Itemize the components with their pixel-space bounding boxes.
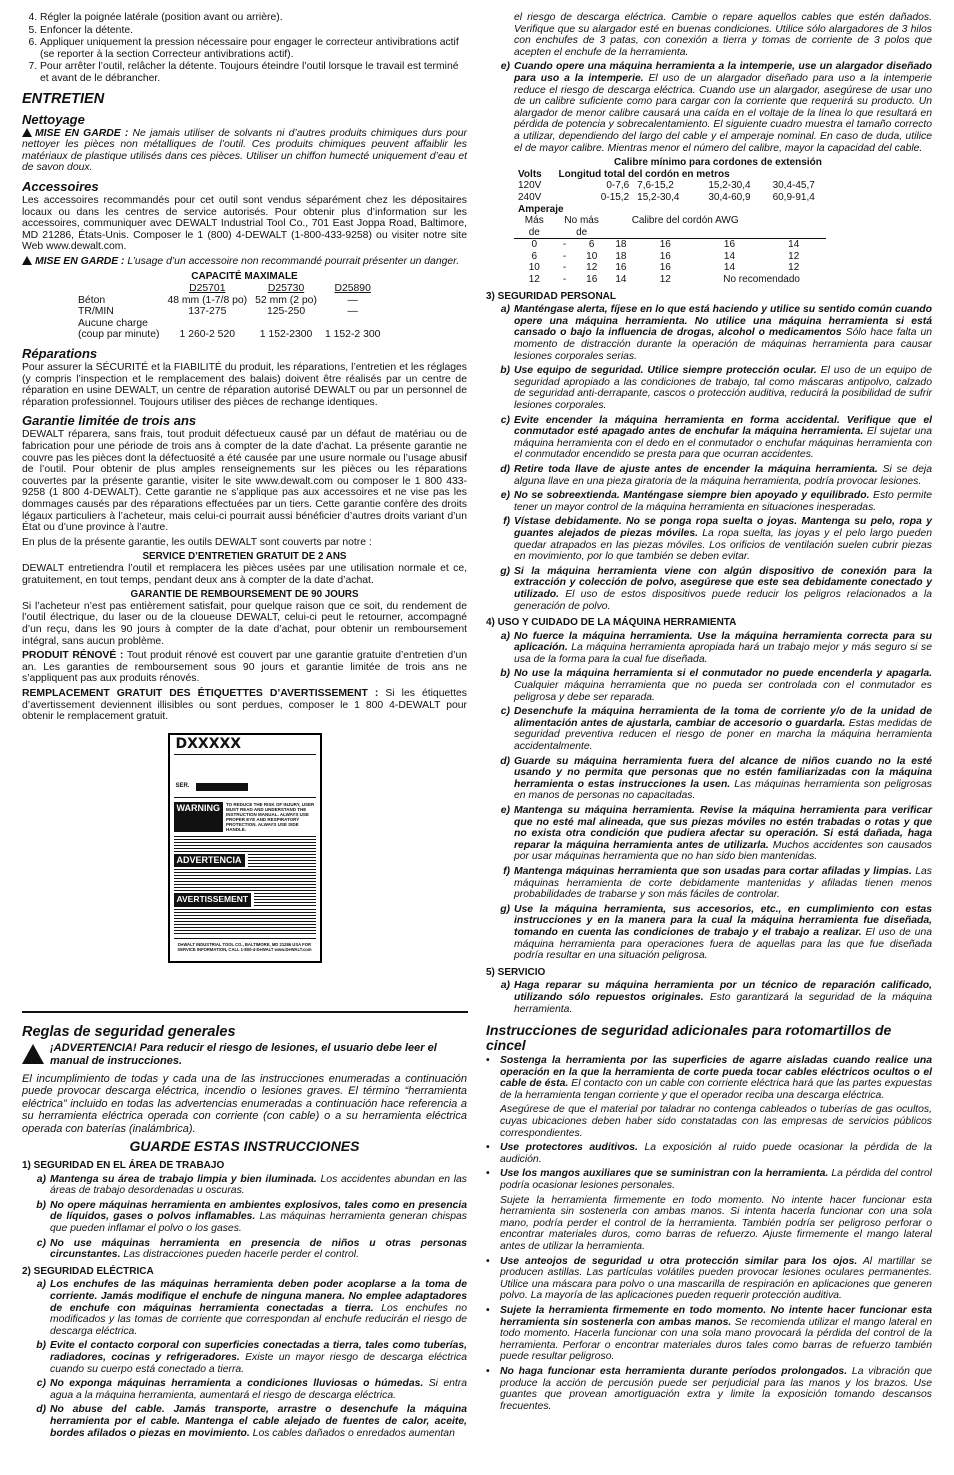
step-item: 5. Enfoncer la détente. xyxy=(40,25,467,37)
capacity-title: CAPACITÉ MAXIMALE xyxy=(191,270,298,282)
item-label: d) xyxy=(500,463,510,475)
item-bold: Use equipo de seguridad. Utilice siempre protección ocular. xyxy=(514,365,817,377)
item-e xyxy=(486,61,932,154)
item-text xyxy=(514,464,932,487)
item-bold: No use la máquina herramienta si el conmutador no puede encenderla y apagarla. xyxy=(514,668,932,680)
item-label: a) xyxy=(500,980,510,992)
cell: 6 xyxy=(531,250,538,262)
item-body: Las máquinas herramienta de corte debidamente mantenidas y afiladas tienen menos probabilidades de trabarse y son más fáciles de controlar. xyxy=(514,865,932,901)
row-label: Béton xyxy=(78,294,106,306)
list-item xyxy=(22,1200,467,1235)
label-warning-text: TO REDUCE THE RISK OF INJURY, USER MUST READ AND UNDERSTAND THE INSTRUCTION MANUAL. ALWAYS USE PROPER EYE AND RESPIRATORY PROTECTION. ALWAYS USE SIDE HANDLE. xyxy=(226,801,315,832)
item-text xyxy=(50,1200,467,1235)
cell: 12 xyxy=(528,274,540,286)
section-2-items xyxy=(22,1279,467,1439)
label-footer: DeWALT INDUSTRIAL TOOL CO., BALTIMORE, MD 21286 USA FOR SERVICE INFORMATION, CALL 1-800-4-DeWALT www.DeWALT.com xyxy=(177,942,312,953)
section-3-items xyxy=(486,304,932,612)
item-text xyxy=(50,1279,467,1337)
nettoyage-warning: MISE EN GARDE : Ne jamais utiliser de solvants ni d’autres produits chimiques durs pour nettoyer les pièces non métalliques de l’outil. Ces produits chimiques peuvent affaiblir les matériaux de plastique utilisés dans ces pièces. Utiliser un chiffon humecté uniquement d’eau et de savon doux. xyxy=(22,127,467,174)
warning-icon xyxy=(22,256,32,265)
row-label: TR/MIN xyxy=(78,306,114,318)
item-bold: Mantenga su área de trabajo limpia y bien iluminada. xyxy=(50,1173,317,1185)
item-label: d) xyxy=(500,755,510,767)
item-text xyxy=(514,805,932,863)
section-5-items xyxy=(486,980,932,1015)
label-avertissement-row xyxy=(170,891,320,907)
item-text xyxy=(50,1238,467,1261)
item-text xyxy=(50,1340,467,1375)
item-body: Si se deja alguna llave en una pieza giratoria de la máquina herramienta, podría provocar lesiones. xyxy=(514,463,932,487)
cord-table xyxy=(514,157,826,286)
cell: 15,2-30,4 xyxy=(637,191,680,203)
accessoires-warning: MISE EN GARDE : L’usage d’un accessoire non recommandé pourrait présenter un danger. xyxy=(22,256,467,268)
item-bold: Desenchufe la máquina herramienta de la toma de corriente y/o de la unidad de alimentación antes de ajustarla, cambiar de accesorio o guardarla. xyxy=(514,706,932,729)
item-bold: Vístase debidamente. No se ponga ropa suelta o joyas. Mantenga su pelo, ropa y guantes alejados de piezas móviles. xyxy=(514,516,932,539)
rembourse-text: Si l’acheteur n’est pas entièrement satisfait, pour quelque raison que ce soit, du rendement de l’outil électrique, du laser ou de la cloueuse DEWALT, celui-ci peut le retourner, accompagné d’un reçu, dans les 90 jours à compter de la date d’achat, pour obtenir un remboursement intégral, sans aucun problème. xyxy=(22,600,467,647)
label-model: DXXXXX xyxy=(175,735,242,752)
item-body: El uso de un equipo de seguridad apropiado a las condiciones de trabajo, tal como máscaras antipolvo, calzado de seguridad anti-derrapante, cascos o protección auditiva, reducirá la posibilidad de sufrir lesiones corporales. xyxy=(514,365,933,411)
list-item xyxy=(486,61,932,154)
item-text xyxy=(514,706,932,752)
item-text xyxy=(514,756,932,802)
list-item xyxy=(486,365,932,411)
cell: 1 152-2 300 xyxy=(324,329,381,341)
list-item xyxy=(486,631,932,666)
item-body: Esto garantizará la seguridad de la máquina herramienta. xyxy=(514,991,932,1015)
garantie-text: DEWALT réparera, sans frais, tout produit défectueux causé par un défaut de matériau ou de fabrication pour une période de trois ans à compter de la date d’achat. La présente garantie ne couvre pas les pièces dont la défectuosité a été causée par une usure normale ou l’usage abusif de l’outil. Pour obtenir de plus amples renseignements sur les pièces ou les réparations couvertes par la présente garantie, visiter le site www.dewalt.com ou composer le 1 800 433-9258 (1 800 4-DEWALT). Cette garantie ne s’applique pas aux accessoires et ne vise pas les dommages causés par des réparations effectuées par un tiers. Cette garantie confère des droits légaux particuliers à l’acheteur, mais celui-ci pourrait aussi bénéficier d’autres droits variant d’un État ou d’une province à l’autre. xyxy=(22,429,467,534)
service-text: DEWALT entretiendra l’outil et remplacera les pièces usées par une utilisation normale et ce, gratuitement, en tout temps, pendant deux ans à compter de la date d’achat. xyxy=(22,562,467,586)
cell: 120V xyxy=(518,180,542,192)
bullet-dot: • xyxy=(486,1142,490,1154)
item-label: g) xyxy=(500,903,510,915)
guarde-heading: GUARDE ESTAS INSTRUCCIONES xyxy=(129,1138,360,1155)
bullet-bold: Use los mangos auxiliares que se suministran con la herramienta. xyxy=(500,1168,829,1180)
cord-row xyxy=(514,262,826,274)
bullet-list xyxy=(486,1055,932,1412)
cont-d-text: el riesgo de descarga eléctrica. Cambie o repare aquellos cables que estén dañados. Verifique que su alargador esté en buenas condiciones. Utilice sólo alargadores de 3 hilos con enchufes de 3 patas, con conexión a tierra y tomas de corriente de 3 polos que acepten el enchufe de la herramienta. xyxy=(514,12,932,58)
item-text xyxy=(514,516,932,562)
bullet-text xyxy=(500,1168,932,1191)
bullet-body: Se recomienda utilizar el mango lateral en todo momento. Hacerla funcionar con una sola mano provocará la pérdida del control de la herramienta. Perforar o encontrar materiales duros tales como barras de refuerzo también puede resultar peligroso. xyxy=(500,1316,932,1363)
bullet-bold: No haga funcionar esta herramienta durante períodos prolongados. xyxy=(500,1365,848,1377)
item-body: La máquina herramienta apropiada hará un trabajo mejor y más seguro si se usa de la forma para la cual fue diseñada. xyxy=(514,642,932,665)
list-item xyxy=(486,490,932,513)
item-text xyxy=(514,668,932,703)
item-label: c) xyxy=(500,414,510,426)
item-bold: Haga reparar su máquina herramienta por un técnico de reparación calificado, utilizando sólo repuestos originales. xyxy=(514,980,932,1003)
cord-row xyxy=(514,274,826,286)
cord-title: Calibre mínimo para cordones de extensión xyxy=(614,157,822,169)
list-item xyxy=(22,1238,467,1261)
bullet-dot: • xyxy=(486,1168,490,1180)
etiquettes-text: REMPLACEMENT GRATUIT DES ÉTIQUETTES D’AVERTISSEMENT : Si les étiquettes d’avertissement deviennent illisibles ou sont perdues, composer le 1 800 4-DEWALT pour obtenir le remplacement gratuit. xyxy=(22,687,468,723)
item-label: f) xyxy=(503,516,510,528)
list-item xyxy=(22,1340,467,1375)
cell: 16 xyxy=(615,262,627,274)
advertencia-block xyxy=(22,1042,467,1067)
cell: 10 xyxy=(528,262,540,274)
volts-header: Volts xyxy=(518,168,542,180)
de-header: de xyxy=(576,226,588,238)
bullet-dot: • xyxy=(486,1255,490,1267)
item-body: El uso de un alargador diseñado para uso a la intemperie reduce el riesgo de descarga eléctrica. Cuando use un alargador, asegúrese de usar uno de un calibre suficiente como para cargar con la corriente que requerirá su producto. Un alargador de menor calibre causará una caída en el voltaje de la línea lo que resultará en pérdida de potencia y sobrecalentamiento. El siguiente cuadro muestra el tamaño correcto a utilizar, dependiendo del largo del cable y el amperaje nominal. En caso de duda, utilice el de mayor calibre. Mientras menor el número del calibre, mayor la capacidad del cable. xyxy=(514,72,932,154)
list-item xyxy=(486,706,932,752)
item-label: e) xyxy=(500,490,510,502)
section-4-title: 4) USO Y CUIDADO DE LA MÁQUINA HERRAMIENTA xyxy=(486,617,737,629)
bullet-text xyxy=(500,1055,932,1101)
entretien-heading: ENTRETIEN xyxy=(22,90,105,107)
item-label: b) xyxy=(36,1199,46,1211)
item-label: b) xyxy=(500,668,510,680)
warning-icon xyxy=(22,128,32,137)
label-ser: SER. xyxy=(170,755,320,793)
left-spanish-section xyxy=(22,1024,467,1442)
accessoires-text: Les accessoires recommandés pour cet outil sont vendus séparément chez les dépositaires locaux ou dans les centres de service autorisés. Pour obtenir plus d’information sur les accessoires, communiquer avec DEWALT Industrial Tool Co., 701 East Joppa Road, Baltimore, MD 21286, États-Unis. Composer le 1 (800) 4-DEWALT (1-800-433-9258) ou visiter notre site Web www.dewalt.com. xyxy=(22,194,467,253)
label-warning: WARNING xyxy=(174,802,224,832)
list-item xyxy=(486,756,932,802)
cell: 0-7,6 xyxy=(606,180,630,192)
bullet-body: La pérdida del control podría ocasionar lesiones personales. xyxy=(500,1168,932,1192)
section-3-title: 3) SEGURIDAD PERSONAL xyxy=(486,290,617,302)
item-label: d) xyxy=(36,1404,46,1416)
cell: 12 xyxy=(659,274,671,286)
cord-row xyxy=(514,251,826,263)
bullet-bold: Sujete la herramienta firmemente en todo momento. No intente hacer funcionar esta herramienta sin sostenerla con ambas manos. xyxy=(500,1304,932,1328)
bullet-body: Al martillar se producen astillas. Las partículas volátiles pueden provocar lesiones oculares permanentes. Utilice una máscara para polvo o una mascarilla de respiración en aplicaciones que generen polvo. La mayoría de las aplicaciones pueden requerir protección auditiva. xyxy=(500,1255,932,1302)
row-label: Aucune charge xyxy=(78,317,148,329)
cell: No recomendado xyxy=(723,274,800,286)
bullet-dot: • xyxy=(486,1055,490,1067)
item-bold: Retire toda llave de ajuste antes de encender la máquina herramienta. xyxy=(514,463,878,475)
cell: 240V xyxy=(518,191,542,203)
item-body: Las máquinas herramienta son peligrosas en manos de personas no capacitadas. xyxy=(514,778,933,802)
reparations-text: Pour assurer la SÉCURITÉ et la FIABILITÉ du produit, les réparations, l’entretien et les réglages (y compris l’inspection et le remplacement des balais) doivent être réalisés par un centre de réparation en usine DEWALT, un centre de réparation autorisé DEWALT ou par un personnel de réparation professionnel. Toujours utiliser des pièces de rechange identiques. xyxy=(22,362,467,408)
item-body: Estas medidas de seguridad preventiva reducen el riesgo de poner en marcha la máquina herramienta accidentalmente. xyxy=(514,717,933,753)
item-label: f) xyxy=(503,865,510,877)
item-text xyxy=(514,304,932,362)
reglas-heading: Reglas de seguridad generales xyxy=(22,1024,236,1040)
section-4-items xyxy=(486,631,932,962)
item-body: Si entra agua a la máquina herramienta, aumentará el riesgo de descarga eléctrica. xyxy=(50,1378,468,1401)
warning-label-image xyxy=(168,733,322,963)
cell: 12 xyxy=(788,262,800,274)
garantie-text-2: En plus de la présente garantie, les outils DEWALT sont couverts par notre : xyxy=(22,536,372,548)
item-text xyxy=(50,1378,467,1401)
step-item: 6. Appliquer uniquement la pression nécessaire pour engager le correcteur antivibrations actif (se reporter à la section Correcteur antivibrations actif). xyxy=(40,37,467,60)
item-text xyxy=(514,631,932,666)
item-bold: Si la máquina herramienta viene con algún dispositivo de conexión para la extracción y colección de polvo, asegúrese que este sea debidamente conectado y utilizado. xyxy=(514,565,932,600)
item-bold: Los enchufes de las máquinas herramienta deben poder acoplarse a la toma de corriente. Jamás modifique el enchufe de ninguna manera. No emplee adaptadores de enchufe con máquinas herramienta conectadas a tierra. xyxy=(50,1279,467,1314)
bullet-dot: • xyxy=(486,1365,490,1377)
list-item xyxy=(22,1279,467,1337)
cell: 16 xyxy=(659,250,671,262)
nomas-header: No más xyxy=(564,215,599,227)
bullet-body: El contacto con un cable con corriente eléctrica hará que las partes expuestas de la herramienta tengan corriente y que el operador reciba una descarga eléctrica. xyxy=(500,1078,933,1101)
list-item xyxy=(486,566,932,612)
item-text xyxy=(514,866,932,901)
bullet-continuation: Asegúrese de que el material por taladrar no contenga cableados o tuberías de gas ocultos, cuyas ubicaciones deben haber sido constatadas con las empresas de servicios públicos correspondientes. xyxy=(500,1104,932,1139)
label-avertissement: AVERTISSEMENT xyxy=(174,893,252,907)
item-label: c) xyxy=(500,706,510,718)
step-item: 7. Pour arrêter l’outil, relâcher la détente. Toujours éteindre l’outil lorsque le travail est terminé et avant de le débrancher. xyxy=(40,61,467,84)
cell: 16 xyxy=(659,262,671,274)
row-label: (coup par minute) xyxy=(78,329,160,341)
intro-text: El incumplimiento de todas y cada una de las instrucciones enumeradas a continuación puede provocar descarga eléctrica, incendio o lesiones graves. El término “herramienta eléctrica” incluido en todas las advertencias enumeradas a continuación hace referencia a su herramienta eléctrica operada con corriente (con cable) o a su herramienta eléctrica operada con baterías (inalámbrica). xyxy=(22,1073,467,1135)
item-bold: No fuerce la máquina herramienta. Use la máquina herramienta correcta para su aplicación. xyxy=(514,630,932,654)
item-text xyxy=(514,365,932,411)
bullet-item xyxy=(486,1305,932,1363)
item-bold: Mantenga su máquina herramienta. Revise la máquina herramienta para verificar que no esté mal alineada, que sus piezas móviles no estén trabadas o rotas y que no exista otra condición que pudiera afectar su operación. Si está dañada, haga reparar la máquina herramienta antes de utilizarla. xyxy=(514,805,932,851)
garantie-heading: Garantie limitée de trois ans xyxy=(22,413,197,429)
section-2-title: 2) SEGURIDAD ELÉCTRICA xyxy=(22,1265,154,1277)
bullet-bold: Use protectores auditivos. xyxy=(500,1142,638,1154)
item-body: El sujetar una máquina herramienta con el dedo en el conmutador o enchufar máquinas herramienta con el conmutador encendido se presta para que ocurran accidentes. xyxy=(514,426,933,461)
list-item xyxy=(22,1378,467,1401)
item-body: Muchos accidentes son causados por usar máquinas herramienta que no han sido bien mantenidas. xyxy=(514,839,932,863)
item-label: g) xyxy=(500,565,510,577)
item-text xyxy=(514,904,932,962)
instrucciones-heading: Instrucciones de seguridad adicionales para rotomartillos de cincel xyxy=(486,1022,892,1054)
item-label: b) xyxy=(36,1340,46,1352)
item-text xyxy=(50,1174,467,1197)
cell: 16 xyxy=(723,239,736,251)
item-bold: No exponga máquinas herramienta a condiciones lluviosas o húmedas. xyxy=(50,1378,424,1390)
de-header: de xyxy=(528,226,540,238)
cell: 1 260-2 520 xyxy=(179,329,236,341)
section-5-title: 5) SERVICIO xyxy=(486,966,546,978)
cell: - xyxy=(562,274,567,286)
cell: — xyxy=(347,306,358,318)
model-header: D25890 xyxy=(334,283,371,295)
cell: 30,4-45,7 xyxy=(772,180,815,192)
cell: 52 mm (2 po) xyxy=(255,294,317,306)
cell: — xyxy=(347,294,358,306)
cell: 0 xyxy=(531,239,538,251)
item-label: c) xyxy=(36,1378,46,1390)
item-bold: No opere máquinas herramienta en ambientes explosivos, tales como en presencia de líquidos, gases o polvos inflamables. xyxy=(50,1199,467,1223)
cell: 14 xyxy=(723,250,736,262)
cell: 0-15,2 xyxy=(600,191,630,203)
item-text xyxy=(514,566,932,612)
item-label: e) xyxy=(500,805,510,816)
model-header: D25730 xyxy=(267,283,305,295)
cell: 16 xyxy=(659,239,671,251)
cell: 18 xyxy=(615,250,627,262)
bullet-text xyxy=(500,1142,932,1165)
item-bold: Guarde su máquina herramienta fuera del alcance de niños cuando no la esté usando y no permita que personas que no estén familiarizadas con la máquina herramienta o estas instrucciones la usen. xyxy=(514,755,932,790)
cell: 7,6-15,2 xyxy=(637,180,674,192)
item-bold: No abuse del cable. Jamás transporte, arrastre o desenchufe la máquina herramienta por el cable. Mantenga el cable alejado de fuentes de calor, aceite, bordes afilados o piezas en movimiento. xyxy=(50,1404,467,1439)
item-body: La ropa suelta, las joyas y el pelo largo pueden quedar atrapados en las piezas móviles. Los orificios de ventilación suelen cubrir piezas en movimiento, por lo que también se deben evitar. xyxy=(514,527,932,563)
section-divider xyxy=(22,1011,468,1013)
item-label: b) xyxy=(500,365,510,377)
list-item xyxy=(486,464,932,487)
left-column xyxy=(22,12,467,963)
section-1-items xyxy=(22,1174,467,1261)
rembourse-title: GARANTIE DE REMBOURSEMENT DE 90 JOURS xyxy=(130,589,359,601)
cell: 10 xyxy=(586,250,598,262)
cell: 18 xyxy=(615,239,627,251)
accessoires-heading: Accessoires xyxy=(22,178,99,194)
bullet-item xyxy=(486,1168,932,1191)
cell: 48 mm (1-7/8 po) xyxy=(167,294,248,306)
item-label: a) xyxy=(500,630,510,642)
item-body: Las máquinas herramienta generan chispas que pueden inflamar el polvo o los gases. xyxy=(50,1211,467,1234)
bullet-item xyxy=(486,1142,932,1165)
cell: 16 xyxy=(586,274,598,286)
advertencia-text: ¡ADVERTENCIA! Para reducir el riesgo de lesiones, el usuario debe leer el manual de instrucciones. xyxy=(50,1042,437,1067)
bullet-bold: Sostenga la herramienta por las superficies de agarre aisladas cuando realice una operación en la que la herramienta de corte pueda tocar cables eléctricos ocultos o el cable de ésta. xyxy=(500,1055,932,1090)
step-item: 4. Régler la poignée latérale (position avant ou arrière). xyxy=(40,12,467,24)
label-warning-row xyxy=(170,802,320,832)
item-bold: Mantenga máquinas herramienta que son usadas para cortar afiladas y limpias. xyxy=(514,865,912,877)
item-label: e) xyxy=(500,61,510,73)
model-header: D25701 xyxy=(189,283,226,295)
cell: 6 xyxy=(588,239,595,251)
list-item xyxy=(486,668,932,703)
item-body: Existe un mayor riesgo de descarga eléctrica cuando su cuerpo está conectado a tierra. xyxy=(50,1351,468,1375)
bullet-text xyxy=(500,1366,932,1412)
service-title: SERVICE D’ENTRETIEN GRATUIT DE 2 ANS xyxy=(142,551,347,563)
length-header: Longitud total del cordón en metros xyxy=(558,168,730,180)
list-item xyxy=(486,304,932,362)
section-1-title: 1) SEGURIDAD EN EL ÁREA DE TRABAJO xyxy=(22,1160,225,1172)
item-body: Las distracciones pueden hacerle perder el control. xyxy=(123,1249,360,1261)
item-label: a) xyxy=(36,1173,46,1185)
cell: 1 152-2300 xyxy=(259,329,313,341)
renove-text: PRODUIT RÉNOVÉ : Tout produit rénové est couvert par une garantie gratuite d’entretien d’un an. Les garanties de remboursement sous 90 jours et garantie limitée de trois ans ne s’appliquent pas aux produits rénovés. xyxy=(22,650,468,685)
item-bold: No se sobreextienda. Manténgase siempre bien apoyado y equilibrado. xyxy=(514,490,870,502)
item-bold: Use la máquina herramienta, sus accesorios, etc., en cumplimiento con estas instrucciones y en la manera para la cual la máquina herramienta fue diseñada, tomando en cuenta las condiciones de trabajo y el trabajo a realizar. xyxy=(514,903,932,938)
list-item xyxy=(22,1404,467,1439)
item-label: a) xyxy=(36,1279,46,1291)
item-bold: Manténgase alerta, fíjese en lo que está haciendo y utilice su sentido común cuando opere una máquina herramienta. No utilice una máquina herramienta si está cansado o bajo la influencia de drogas, alcohol o medicamentos xyxy=(514,304,932,339)
cell: 60,9-91,4 xyxy=(772,191,815,203)
item-body: El uso de estos dispositivos puede reducir los peligros relacionados a la generación de polvo. xyxy=(514,588,932,612)
item-body: Sólo hace falta un momento de distracción durante la operación de máquinas herramienta para causar lesiones corporales serias. xyxy=(514,327,933,362)
item-bold: Cuando opere una máquina herramienta a la intemperie, use un alargador diseñado para uso a la intemperie. xyxy=(514,61,932,84)
reparations-heading: Réparations xyxy=(22,346,98,362)
item-label: c) xyxy=(36,1237,46,1249)
warning-icon xyxy=(22,1044,44,1064)
mas-header: Más xyxy=(524,215,544,227)
bullet-item xyxy=(486,1055,932,1101)
item-label: a) xyxy=(500,304,510,316)
bullet-item xyxy=(486,1366,932,1412)
cell: - xyxy=(562,250,567,262)
label-advertencia-row xyxy=(170,852,320,868)
list-item xyxy=(486,866,932,901)
list-item xyxy=(22,1174,467,1197)
item-text xyxy=(514,61,932,154)
awg-header: Calibre del cordón AWG xyxy=(631,215,739,227)
bullet-continuation: Sujete la herramienta firmemente en todo momento. No intente hacer funcionar esta herramienta sin sostenerla con ambas manos. Si intenta hacerla funcionar con una sola mano, podría perder el control de la herramienta. También podría ser peligroso perforar o encontrar materiales duros, como barras de refuerzo. Ajuste firmemente el mango lateral antes de utilizar la herramienta. xyxy=(500,1194,932,1252)
bullet-body: La exposición al ruido puede ocasionar la pérdida de la audición. xyxy=(500,1142,932,1165)
cell: - xyxy=(562,239,567,251)
right-column xyxy=(486,12,932,1415)
list-item xyxy=(486,980,932,1015)
item-text xyxy=(514,490,932,513)
item-bold: No use máquinas herramienta en presencia de niños u otras personas circunstantes. xyxy=(50,1237,467,1261)
label-advertencia: ADVERTENCIA xyxy=(174,854,245,868)
item-text xyxy=(514,980,932,1015)
item-text xyxy=(514,415,932,461)
cell: 137-275 xyxy=(188,306,227,318)
list-item xyxy=(486,805,932,863)
bullet-bold: Use anteojos de seguridad u otra protección similar para los ojos. xyxy=(500,1255,858,1267)
cell: 12 xyxy=(788,250,800,262)
item-body: Los cables dañados o enredados aumentan xyxy=(252,1427,455,1439)
cell: - xyxy=(562,262,567,274)
item-text xyxy=(50,1404,467,1439)
nettoyage-heading: Nettoyage xyxy=(22,111,85,127)
cell: 125-250 xyxy=(266,306,306,318)
cell: 14 xyxy=(788,239,800,251)
cell: 30,4-60,9 xyxy=(708,191,751,203)
list-item xyxy=(486,904,932,962)
cell: 14 xyxy=(615,274,627,286)
item-body: Esto permite tener un mayor control de la máquina herramienta en situaciones inesperadas. xyxy=(514,490,933,513)
item-bold: Evite encender la máquina herramienta en forma accidental. Verifique que el conmutador esté apagado antes de enchufar la máquina herramienta. xyxy=(514,414,932,438)
item-body: Los accidentes abundan en las áreas de trabajo desordenadas u oscuras. xyxy=(50,1173,467,1197)
cell: 12 xyxy=(586,262,598,274)
bullet-body: La vibración que produce la acción de percusión puede ser perjudicial para las manos y los brazos. Use guantes que provean amortiguación extra y limite la exposición tomando descansos frecuentes. xyxy=(500,1365,932,1412)
list-item xyxy=(486,516,932,562)
bullet-text xyxy=(500,1305,932,1363)
item-body: El uso de una máquina herramienta para operaciones fuera de aquellas para las que fue diseñada podría resultar en una situación peligrosa. xyxy=(514,926,932,962)
amperaje-header: Amperaje xyxy=(518,203,564,215)
item-body: Cualquier máquina herramienta que no pueda ser controlada con el conmutador es peligrosa y debe ser reparada. xyxy=(514,680,932,703)
bullet-dot: • xyxy=(486,1304,490,1316)
item-bold: Evite el contacto corporal con superficies conectadas a tierra, tales como tuberías, radiadores, cocinas y refrigeradores. xyxy=(50,1340,467,1363)
item-body: Los enchufes no modificados y las tomas de corriente que correspondan al enchufe reducirán el riesgo de descarga eléctrica. xyxy=(50,1302,467,1337)
cell: 14 xyxy=(723,262,736,274)
list-item xyxy=(486,415,932,461)
bullet-text xyxy=(500,1256,932,1302)
steps-list xyxy=(22,12,467,85)
cell: 15,2-30,4 xyxy=(708,180,751,192)
bullet-item xyxy=(486,1256,932,1302)
capacity-table xyxy=(74,283,384,341)
cord-row xyxy=(514,239,826,251)
